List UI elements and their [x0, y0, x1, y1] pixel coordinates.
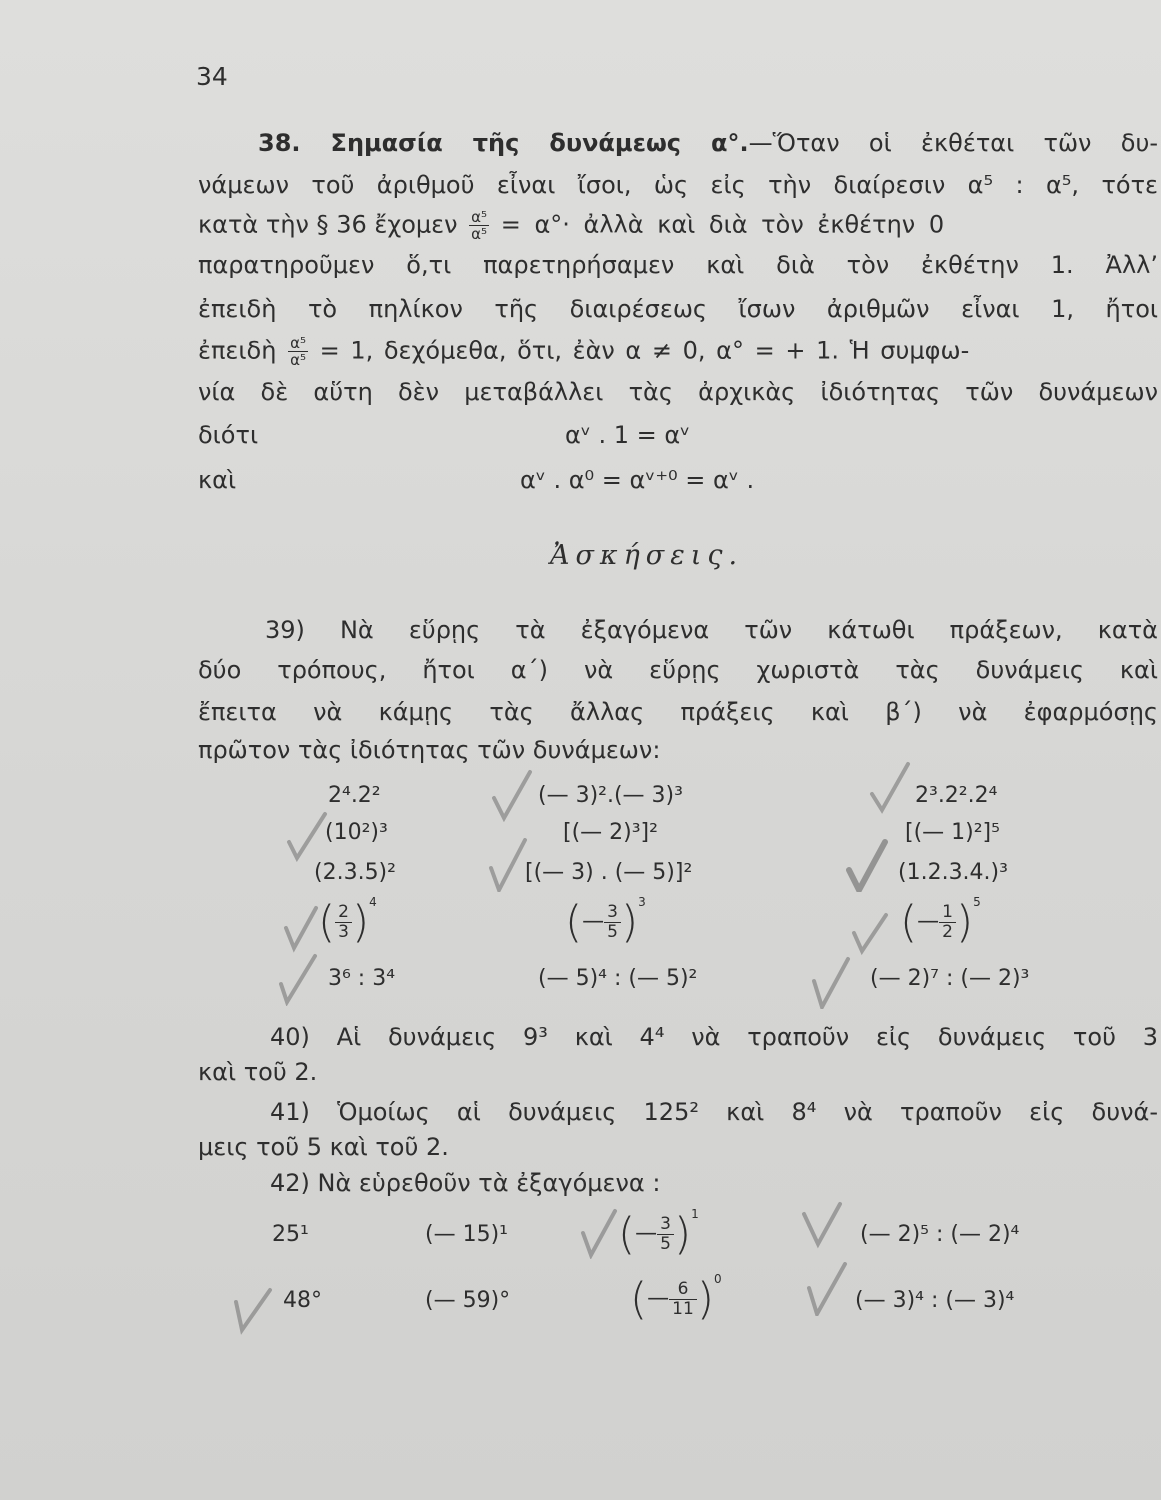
open-paren: (	[565, 896, 583, 948]
section-38-line-6-b: = 1, δεχόμεθα, ὅτι, ἐὰν α ≠ 0, α° = + 1. Ἡ συμφω-	[319, 336, 970, 365]
section-38-line-6-a: ἐπειδὴ	[198, 336, 277, 365]
denominator: 11	[672, 1298, 694, 1319]
open-paren: (	[630, 1273, 648, 1325]
fraction-denominator: α⁵	[290, 351, 306, 369]
minus-sign: —	[582, 909, 605, 934]
ex42-r2c1: 48°	[283, 1288, 322, 1313]
ex39-r1c1: 2⁴.2²	[328, 783, 381, 808]
ex39-r3c1: (2.3.5)²	[314, 860, 396, 885]
ex39-line-4: πρῶτον τὰς ἰδιότητας τῶν δυνάμεων:	[198, 736, 661, 764]
open-paren: (	[318, 896, 336, 948]
kai-expression: αᵛ . α⁰ = αᵛ⁺⁰ = αᵛ .	[520, 466, 755, 494]
dioti-expression: αᵛ . 1 = αᵛ	[565, 421, 691, 449]
ex42-r1c1: 25¹	[272, 1222, 309, 1247]
open-paren: (	[900, 896, 918, 948]
ex40-line-2: καὶ τοῦ 2.	[198, 1058, 318, 1086]
close-paren: )	[352, 896, 370, 948]
ex39-r4c2	[565, 895, 646, 948]
exponent: 0	[713, 1272, 722, 1286]
minus-sign: —	[647, 1286, 670, 1311]
check-mark-icon	[577, 1205, 621, 1259]
ex39-line-3: ἔπειτα νὰ κάμῃς τὰς ἄλλας πράξεις καὶ β΄) νὰ ἐφαρμόσῃς	[198, 698, 1158, 726]
exponent: 4	[369, 895, 377, 909]
check-mark-icon	[805, 1262, 849, 1316]
dioti-label: διότι	[198, 421, 259, 449]
ex42-r1c2: (— 15)¹	[425, 1222, 508, 1247]
minus-sign: —	[635, 1221, 658, 1246]
ex42-r1c3	[618, 1207, 699, 1260]
open-paren: (	[618, 1208, 636, 1260]
fraction-6-11	[669, 1280, 697, 1319]
check-mark-icon	[230, 1282, 274, 1336]
section-38-line-5: ἐπειδὴ τὸ πηλίκον τῆς διαιρέσεως ἴσων ἀριθμῶν εἶναι 1, ἤτοι	[198, 295, 1158, 323]
ex41-line-1: 41) Ὁμοίως αἱ δυνάμεις 125² καὶ 8⁴ νὰ τραποῦν εἰς δυνά-	[270, 1098, 1158, 1126]
section-38-line-4: παρατηροῦμεν ὅ,τι παρετηρήσαμεν καὶ διὰ τὸν ἐκθέτην 1. Ἀλλ’	[198, 251, 1158, 279]
fraction-denominator: α⁵	[471, 225, 488, 243]
section-38-line-6	[198, 335, 1158, 368]
ex39-r3c3: (1.2.3.4.)³	[898, 860, 1008, 885]
fraction-numerator: α⁵	[290, 334, 306, 352]
denominator: 2	[942, 921, 953, 942]
ex42-r2c3	[630, 1272, 722, 1325]
ex42-r2c2: (— 59)°	[425, 1288, 511, 1313]
close-paren: )	[621, 896, 639, 948]
check-mark-icon	[848, 905, 892, 959]
close-paren: )	[674, 1208, 692, 1260]
check-mark-icon	[275, 952, 319, 1006]
numerator: 6	[669, 1280, 697, 1300]
ex39-r1c2: (— 3)².(— 3)³	[538, 783, 683, 808]
ex39-r5c3: (— 2)⁷ : (— 2)³	[870, 966, 1030, 991]
section-38-line-3-b: = α°· ἀλλὰ καὶ διὰ τὸν ἐκθέτην 0	[500, 210, 945, 239]
ex39-r2c2: [(— 2)³]²	[563, 820, 658, 845]
fraction-a5-over-a5	[469, 209, 489, 242]
ex40-line-1: 40) Αἱ δυνάμεις 9³ καὶ 4⁴ νὰ τραποῦν εἰς δυνάμεις τοῦ 3	[270, 1023, 1158, 1051]
check-mark-icon	[808, 955, 852, 1009]
exponent: 5	[973, 895, 981, 909]
kai-label: καὶ	[198, 466, 237, 494]
ex39-r5c2: (— 5)⁴ : (— 5)²	[538, 966, 698, 991]
ex42-r1c4: (— 2)⁵ : (— 2)⁴	[860, 1222, 1020, 1247]
check-mark-icon	[485, 838, 529, 892]
exponent: 3	[638, 895, 646, 909]
page-number: 34	[196, 62, 228, 91]
section-38-line-7: νία δὲ αὕτη δὲν μεταβάλλει τὰς ἀρχικὰς ἰδιότητας τῶν δυνάμεων	[198, 378, 1158, 406]
ex39-r3c2: [(— 3) . (— 5)]²	[525, 860, 693, 885]
fraction-3-5	[657, 1215, 674, 1254]
fraction-a5-over-a5-second	[288, 335, 308, 368]
check-mark-icon	[280, 900, 324, 954]
exponent: 1	[691, 1207, 699, 1221]
ex42-r2c4: (— 3)⁴ : (— 3)⁴	[855, 1288, 1015, 1313]
numerator: 3	[604, 903, 621, 923]
section-38-line-3-a: κατὰ τὴν § 36 ἔχομεν	[198, 210, 458, 239]
section-38-line-2: νάμεων τοῦ ἀριθμοῦ εἶναι ἴσοι, ὡς εἰς τὴν διαίρεσιν α⁵ : α⁵, τότε	[198, 171, 1158, 199]
exercises-heading: Ἀσκήσεις.	[550, 540, 744, 571]
check-mark-icon	[845, 838, 889, 892]
ex39-line-2: δύο τρόπους, ἤτοι α΄) νὰ εὕρῃς χωριστὰ τὰς δυνάμεις καὶ	[198, 656, 1158, 684]
minus-sign: —	[917, 909, 940, 934]
ex39-r2c1: (10²)³	[325, 820, 388, 845]
section-38-line-1-rest: —Ὅταν οἱ ἐκθέται τῶν δυ-	[748, 129, 1158, 157]
check-mark-icon	[868, 760, 912, 814]
fraction-3-5	[604, 903, 621, 942]
denominator: 5	[607, 921, 618, 942]
ex39-r2c3: [(— 1)²]⁵	[905, 820, 1000, 845]
ex39-r4c1	[318, 895, 377, 948]
fraction-numerator: α⁵	[471, 208, 488, 226]
numerator: 3	[657, 1215, 674, 1235]
section-38-line-1	[258, 128, 1158, 158]
denominator: 5	[660, 1233, 671, 1254]
close-paren: )	[696, 1273, 714, 1325]
check-mark-icon	[490, 768, 534, 822]
close-paren: )	[956, 896, 974, 948]
numerator: 2	[335, 903, 352, 923]
numerator: 1	[939, 903, 956, 923]
fraction-1-2	[939, 903, 956, 942]
denominator: 3	[338, 921, 349, 942]
section-38-line-3	[198, 209, 1158, 242]
ex39-r4c3	[900, 895, 981, 948]
ex39-r5c1: 3⁶ : 3⁴	[328, 966, 396, 991]
ex42-line-1: 42) Νὰ εὑρεθοῦν τὰ ἐξαγόμενα :	[270, 1169, 661, 1197]
section-38-title: 38. Σημασία τῆς δυνάμεως α°.	[258, 129, 749, 157]
ex39-line-1: 39) Νὰ εὕρῃς τὰ ἐξαγόμενα τῶν κάτωθι πράξεων, κατὰ	[265, 616, 1158, 644]
fraction-2-3	[335, 903, 352, 942]
ex41-line-2: μεις τοῦ 5 καὶ τοῦ 2.	[198, 1133, 449, 1161]
check-mark-icon	[800, 1200, 844, 1254]
check-mark-icon	[285, 808, 329, 862]
ex39-r1c3: 2³.2².2⁴	[915, 783, 998, 808]
